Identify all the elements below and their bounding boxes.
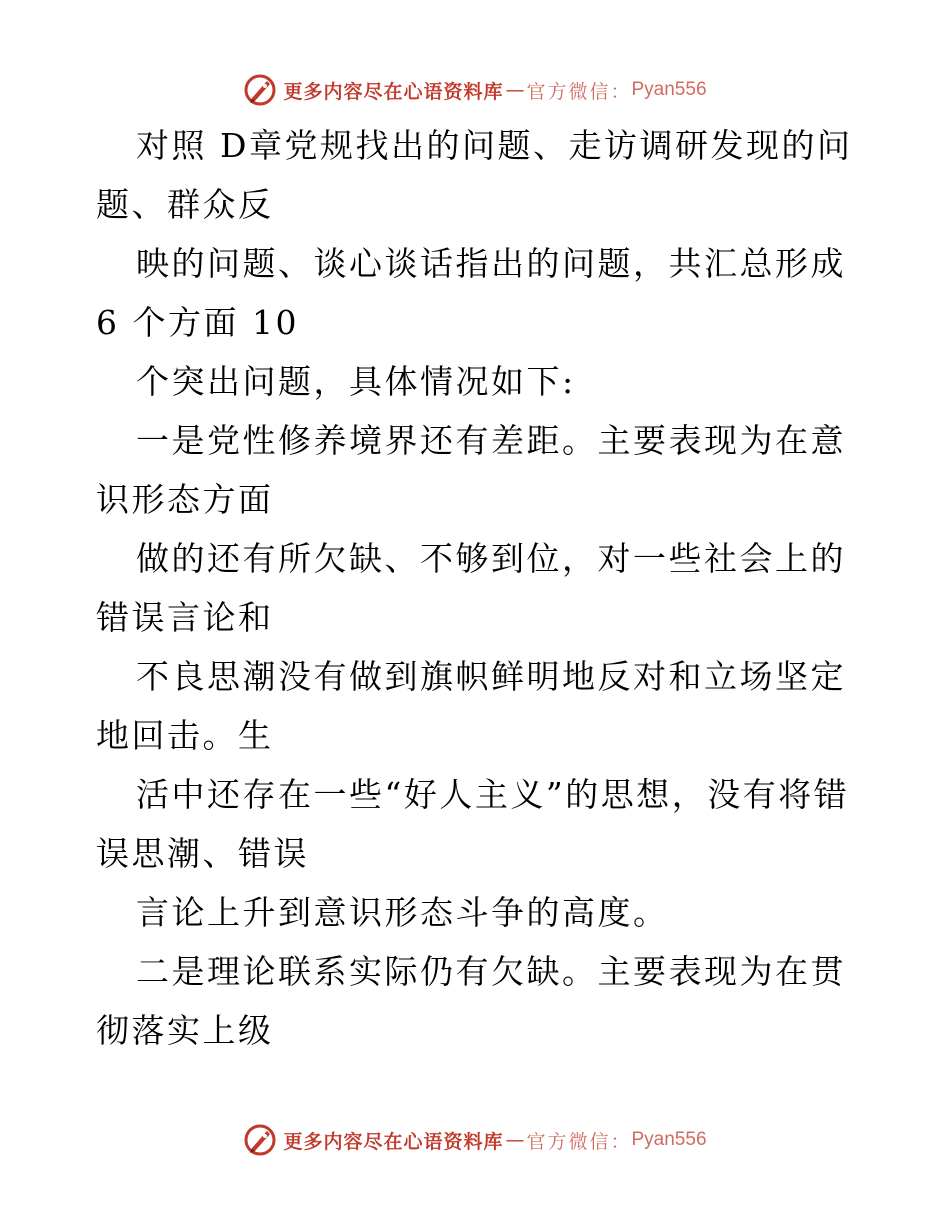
banner-wechat-id: Pyan556 [631,1129,707,1150]
banner-dash: — [505,1129,525,1151]
banner-dash: — [505,79,525,101]
pen-logo-icon [243,73,277,107]
paragraph: 言论上升到意识形态斗争的高度。 [136,893,669,932]
paragraph: 做的还有所欠缺、不够到位，对一些社会上的错误言论和 [96,539,846,637]
paragraph: 个突出问题，具体情况如下: [136,362,576,401]
banner-wechat-id: Pyan556 [631,79,707,100]
header-banner [0,70,950,110]
paragraph: 二是理论联系实际仍有欠缺。主要表现为在贯彻落实上级 [96,952,846,1050]
banner-main-text: 更多内容尽在心语资料库 [283,80,504,103]
pen-logo-icon [243,1123,277,1157]
paragraph: 一是党性修养境界还有差距。主要表现为在意识形态方面 [96,421,846,519]
banner-official-label: 官方微信： [526,80,632,103]
document-body [96,116,856,1060]
paragraph: 活中还存在一些“好人主义”的思想，没有将错误思潮、错误 [96,775,850,873]
banner-main-text: 更多内容尽在心语资料库 [283,1130,504,1153]
banner-official-label: 官方微信： [526,1130,632,1153]
paragraph: 映的问题、谈心谈话指出的问题，共汇总形成 6 个方面 10 [96,244,846,342]
footer-banner [0,1120,950,1160]
paragraph: 不良思潮没有做到旗帜鲜明地反对和立场坚定地回击。生 [96,657,846,755]
paragraph: 对照 D章党规找出的问题、走访调研发现的问题、群众反 [96,126,853,224]
